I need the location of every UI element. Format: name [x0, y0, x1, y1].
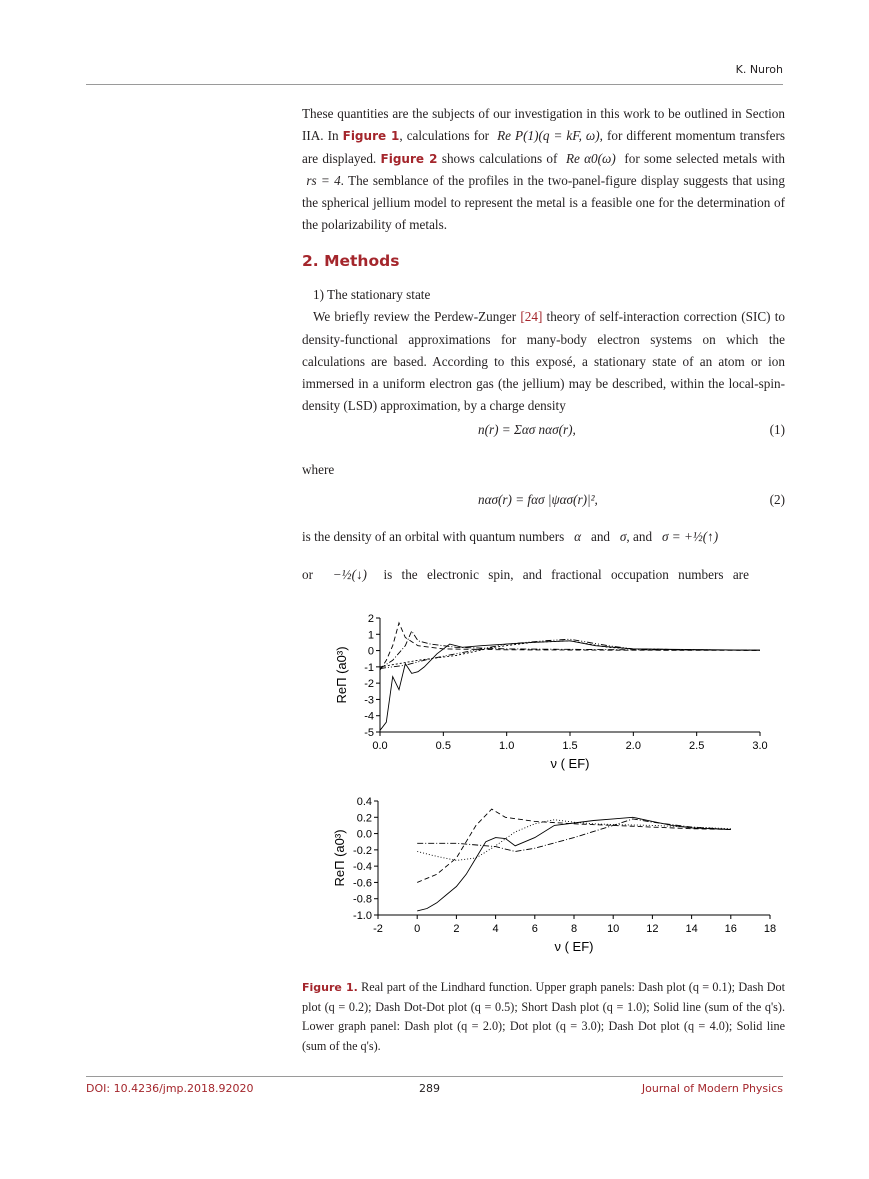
methods-text-b: theory of self-interaction correction (SIC) to density-functional approximations for many-body electron systems on which the calculations are based. According to this exposé, a stationary state of an atom or ion immersed in a uniform electron gas (the jellium) may be described, within the local-spin-density (LSD) approximation, by a charge density	[302, 309, 785, 414]
spin-text-a: is the density of an orbital with quantum numbers	[302, 529, 565, 544]
lower-chart-y-tick-label: -0.8	[353, 893, 372, 906]
lower-chart-x-tick-label: 0	[414, 923, 421, 935]
footer-journal-link[interactable]: Journal of Modern Physics	[641, 1082, 783, 1095]
lower-chart-y-tick-label: 0.4	[356, 796, 372, 808]
lower-chart-x-axis-label: ν ( EF)	[554, 939, 594, 954]
upper-chart-x-tick-label: 2.0	[625, 740, 641, 752]
alpha-symbol: α	[574, 529, 582, 544]
lower-chart-x-tick-label: 2	[453, 923, 460, 935]
lower-chart-y-tick-label: 0.2	[356, 812, 372, 825]
upper-chart-y-tick-label: -5	[364, 727, 374, 739]
equation-1-number: (1)	[769, 422, 785, 437]
equation-1-formula: n(r) = Σασ nασ(r),	[478, 422, 576, 437]
expr-re-p1: Re P(1)(q = kF, ω)	[497, 128, 600, 144]
footer-rule	[86, 1076, 783, 1077]
spin-text-b: is the electronic spin, and fractional occupation numbers are	[383, 567, 749, 582]
upper-chart-x-tick-label: 3.0	[752, 740, 768, 752]
lower-chart-y-axis-label: ReΠ (a0³)	[332, 829, 347, 887]
spin-up-expr: σ = +½(↑)	[661, 529, 719, 544]
methods-paragraph	[302, 284, 785, 418]
subheading-stationary-state: 1) The stationary state	[313, 287, 431, 302]
lower-chart-x-tick-label: 16	[724, 923, 737, 935]
upper-chart-y-tick-label: 1	[367, 629, 374, 642]
lower-chart-x-tick-label: 12	[646, 923, 659, 935]
intro-text-1: These quantities are the subjects of our investigation in this work to be outlined in Section IIA. In	[302, 106, 785, 144]
lower-chart-x-tick-label: 8	[570, 923, 578, 935]
upper-chart-series-dash-line	[380, 623, 760, 670]
caption-label: Figure 1.	[302, 981, 358, 994]
section-heading-methods: 2. Methods	[302, 252, 400, 270]
upper-chart-x-tick-label: 1.0	[499, 740, 515, 752]
reference-24-link[interactable]: [24]	[520, 309, 543, 325]
intro-text-6: . The semblance of the profiles in the two-panel-figure display suggests that using the spherical jellium model to represent the metal is a feasible one for the determination of the polarizability of metals.	[302, 172, 785, 233]
figure-2-link[interactable]: Figure 2	[380, 151, 438, 166]
methods-text-a: We briefly review the Perdew-Zunger	[313, 309, 521, 325]
spin-down-line	[302, 567, 785, 583]
intro-text-2: , calculations for	[399, 128, 494, 144]
upper-chart-y-tick-label: -4	[364, 710, 374, 723]
intro-text-5: for some selected metals with	[620, 150, 786, 166]
lower-chart-y-tick-label: 0.0	[356, 828, 372, 841]
lower-chart-x-tick-label: 4	[492, 923, 499, 935]
expr-rs: rs = 4	[306, 172, 341, 188]
lower-chart-y-tick-label: -0.6	[353, 877, 372, 890]
upper-chart-y-tick-label: -1	[364, 661, 374, 674]
lower-chart-svg	[318, 795, 778, 973]
figure-1-link[interactable]: Figure 1	[342, 129, 400, 144]
intro-text-4: shows calculations of	[437, 150, 562, 166]
upper-chart-y-tick-label: 0	[367, 645, 374, 658]
lower-chart-x-tick-label: -2	[373, 923, 383, 935]
running-header-author: K. Nuroh	[735, 63, 783, 76]
caption-text: Real part of the Lindhard function. Upper graph panels: Dash plot (q = 0.1); Dash Dot plot (q = 0.2); Dash Dot-Dot plot (q = 0.5); Short Dash plot (q = 1.0); Solid line (sum of the q's). Lower graph panel: Dash plot (q = 2.0); Dot plot (q = 3.0); Dash Dot plot (q = 4.0); Solid line (sum of the q's).	[302, 980, 785, 1053]
figure-caption	[302, 978, 785, 1056]
equation-2	[302, 492, 785, 516]
lower-chart-series-solid-line	[417, 817, 731, 911]
upper-chart-y-tick-label: -3	[364, 694, 374, 707]
lower-chart-x-tick-label: 6	[531, 923, 538, 935]
spin-line	[302, 529, 785, 545]
equation-2-formula: nασ(r) = fασ |ψασ(r)|²,	[478, 492, 598, 507]
equation-1	[302, 422, 785, 452]
lower-chart-series-dash-line	[417, 809, 731, 882]
lower-chart-x-tick-label: 18	[763, 923, 777, 935]
intro-text-3: , for different momentum transfers are displayed.	[302, 128, 786, 166]
sigma-symbol: σ	[619, 529, 627, 544]
intro-paragraph	[302, 103, 785, 237]
upper-chart-x-tick-label: 0.0	[372, 740, 388, 752]
upper-chart	[318, 610, 778, 792]
and-text: and	[590, 529, 611, 544]
footer-doi-link[interactable]: DOI: 10.4236/jmp.2018.92020	[86, 1082, 254, 1095]
upper-chart-x-tick-label: 1.5	[562, 740, 578, 752]
upper-chart-svg	[318, 610, 778, 792]
lower-chart-y-tick-label: -0.4	[353, 861, 372, 874]
footer-page-number: 289	[419, 1082, 440, 1095]
upper-chart-y-tick-label: 2	[367, 613, 374, 625]
lower-chart-y-tick-label: -1.0	[353, 910, 372, 922]
lower-chart-x-tick-label: 10	[607, 923, 620, 935]
upper-chart-y-axis-label: ReΠ (a0³)	[334, 646, 349, 704]
and-text-2: , and	[626, 529, 653, 544]
upper-chart-x-tick-label: 0.5	[435, 740, 451, 752]
equation-2-number: (2)	[769, 492, 785, 507]
upper-chart-x-axis-label: ν ( EF)	[550, 756, 590, 771]
upper-chart-x-tick-label: 2.5	[689, 740, 705, 752]
lower-chart-x-tick-label: 14	[685, 923, 698, 935]
lower-chart	[318, 795, 778, 973]
header-rule	[86, 84, 783, 85]
or-text: or	[302, 567, 313, 582]
upper-chart-y-tick-label: -2	[364, 678, 374, 691]
expr-re-alpha0: Re α0(ω)	[565, 150, 616, 166]
where-text: where	[302, 462, 335, 477]
upper-chart-series-solid-line	[380, 641, 760, 731]
spin-down-expr: −½(↓)	[332, 567, 367, 582]
lower-chart-y-tick-label: -0.2	[353, 844, 372, 857]
